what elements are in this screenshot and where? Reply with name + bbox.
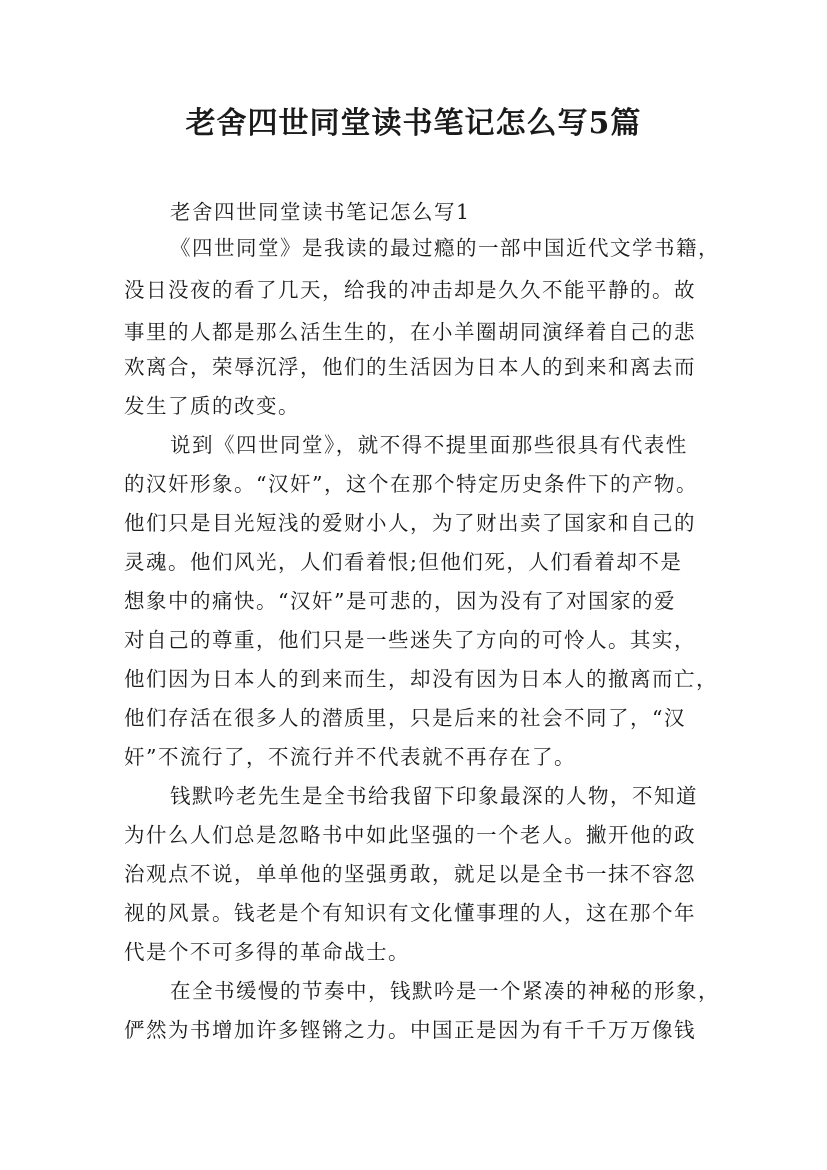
text-line: 钱默吟老先生是全书给我留下印象最深的人物，不知道 bbox=[170, 784, 698, 808]
text-line: 俨然为书增加许多铿锵之力。中国正是因为有千千万万像钱 bbox=[124, 1018, 696, 1042]
text-line: 想象中的痛快。“汉奸”是可悲的，因为没有了对国家的爱 bbox=[124, 589, 676, 613]
text-line: 说到《四世同堂》，就不得不提里面那些很具有代表性 bbox=[170, 433, 688, 457]
text-line: 在全书缓慢的节奏中，钱默吟是一个紧凑的神秘的形象， bbox=[170, 979, 720, 1003]
text-line: 他们因为日本人的到来而生，却没有因为日本人的撤离而亡， bbox=[124, 667, 718, 691]
text-line: 他们只是目光短浅的爱财小人，为了财出卖了国家和自己的 bbox=[124, 511, 696, 535]
text-line: 奸”不流行了，不流行并不代表就不再存在了。 bbox=[124, 745, 576, 769]
text-line: 《四世同堂》是我读的最过瘾的一部中国近代文学书籍， bbox=[170, 236, 720, 260]
text-line: 对自己的尊重，他们只是一些迷失了方向的可怜人。其实， bbox=[124, 628, 696, 652]
text-line: 没日没夜的看了几天，给我的冲击却是久久不能平静的。故 bbox=[124, 278, 696, 302]
text-line: 灵魂。他们风光，人们看着恨;但他们死，人们看着却不是 bbox=[124, 550, 683, 574]
text-line: 事里的人都是那么活生生的，在小羊圈胡同演绎着自己的悲 bbox=[124, 320, 696, 344]
text-line: 的汉奸形象。“汉奸”，这个在那个特定历史条件下的产物。 bbox=[124, 472, 698, 496]
section-heading: 老舍四世同堂读书笔记怎么写1 bbox=[170, 200, 471, 224]
text-line: 视的风景。钱老是个有知识有文化懂事理的人，这在那个年 bbox=[124, 901, 696, 925]
text-line: 欢离合，荣辱沉浮，他们的生活因为日本人的到来和离去而 bbox=[124, 355, 696, 379]
text-line: 发生了质的改变。 bbox=[124, 394, 300, 418]
document-title: 老舍四世同堂读书笔记怎么写5篇 bbox=[185, 106, 642, 141]
text-line: 代是个不可多得的革命战士。 bbox=[124, 940, 410, 964]
text-line: 他们存活在很多人的潜质里，只是后来的社会不同了，“汉 bbox=[124, 706, 686, 730]
text-line: 为什么人们总是忽略书中如此坚强的一个老人。撇开他的政 bbox=[124, 823, 696, 847]
text-line: 治观点不说，单单他的坚强勇敢，就足以是全书一抹不容忽 bbox=[124, 862, 696, 886]
